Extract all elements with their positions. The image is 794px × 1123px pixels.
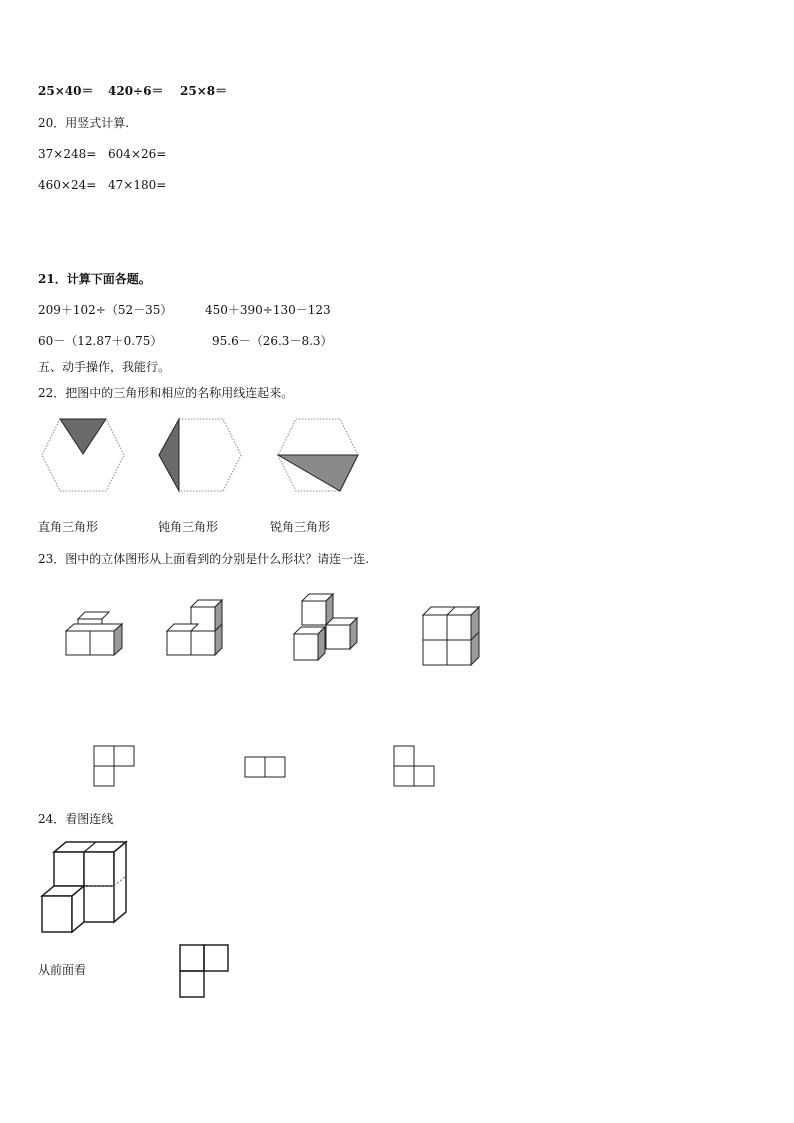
solid-figure-4	[421, 605, 485, 669]
calc-25x8: 25×8＝	[180, 84, 228, 98]
q23-title: 23．图中的立体图形从上面看到的分别是什么形状？请连一连.	[38, 552, 370, 566]
top-view-option-2	[244, 756, 288, 780]
q20-item-2: 604×26=	[108, 147, 167, 161]
q22-name-right-triangle: 直角三角形	[38, 520, 99, 534]
hexagon-figure-1	[40, 417, 126, 495]
q20-item-4: 47×180=	[108, 178, 167, 192]
q21-item-1: 209＋102÷（52－35）	[38, 303, 173, 317]
calc-25x40: 25×40＝	[38, 84, 94, 98]
hexagon-figure-3	[276, 417, 362, 495]
solid-figure-1	[64, 612, 126, 658]
section-5-title: 五、动手操作，我能行。	[38, 360, 171, 374]
q21-item-2: 450＋390÷130－123	[205, 303, 331, 317]
q24-label-front-view: 从前面看	[38, 963, 87, 977]
calc-420div6: 420÷6＝	[108, 84, 164, 98]
q21-item-4: 95.6－（26.3－8.3）	[212, 334, 333, 348]
q20-item-1: 37×248=	[38, 147, 97, 161]
q20-item-3: 460×24=	[38, 178, 97, 192]
top-view-option-1	[93, 745, 137, 789]
q21-title: 21．计算下面各题。	[38, 272, 151, 286]
q22-name-acute-triangle: 锐角三角形	[270, 520, 331, 534]
solid-figure-2	[165, 598, 227, 662]
solid-figure-q24	[40, 840, 132, 936]
hexagon-figure-2	[157, 417, 243, 495]
q21-item-3: 60－（12.87＋0.75）	[38, 334, 163, 348]
front-view-shape	[179, 944, 231, 1000]
solid-figure-3	[292, 592, 364, 664]
top-view-option-3	[393, 745, 437, 789]
q20-title: 20．用竖式计算.	[38, 116, 130, 130]
q22-name-obtuse-triangle: 钝角三角形	[158, 520, 219, 534]
q24-title: 24．看图连线	[38, 812, 114, 826]
q22-title: 22．把图中的三角形和相应的名称用线连起来。	[38, 386, 294, 400]
